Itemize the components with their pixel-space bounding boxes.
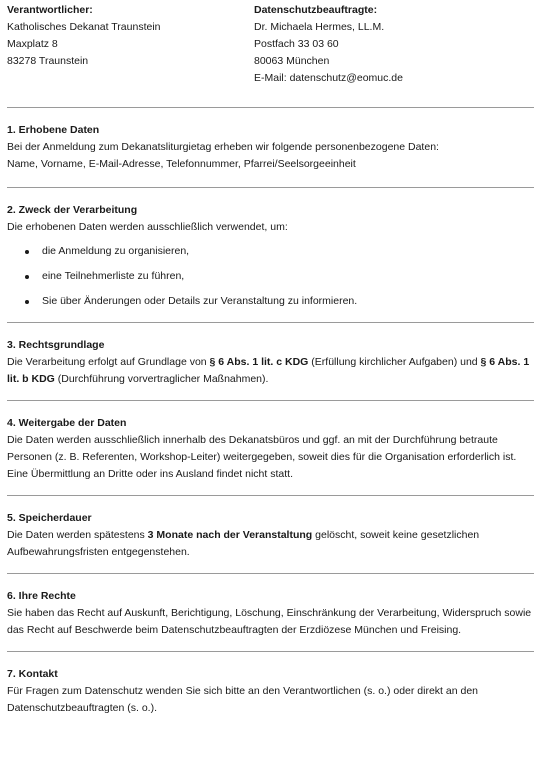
section-text	[7, 354, 534, 388]
section-text: Sie haben das Recht auf Auskunft, Berichtigung, Löschung, Einschränkung der Verarbeitung, Widerspruch sowie das Recht auf Beschwerde beim Datenschutzbeauftragten der Erzdiözese München und Freising.	[7, 607, 532, 636]
section-text: Name, Vorname, E-Mail-Adresse, Telefonnummer, Pfarrei/Seelsorgeeinheit	[7, 158, 356, 170]
list-item	[7, 293, 534, 310]
dpo-email: E-Mail: datenschutz@eomuc.de	[254, 72, 403, 84]
section-heading: 7. Kontakt	[7, 668, 58, 680]
dpo-title: Datenschutzbeauftragte:	[254, 4, 378, 16]
section-legal-basis	[7, 323, 534, 388]
section-purpose	[7, 188, 534, 310]
dpo-postbox: Postfach 33 03 60	[254, 38, 339, 50]
bold-text: § 6 Abs. 1 lit. b KDG	[7, 356, 530, 385]
section-heading: 5. Speicherdauer	[7, 512, 92, 524]
list-item-text: Sie über Änderungen oder Details zur Veranstaltung zu informieren.	[42, 295, 358, 307]
bullet-icon	[25, 275, 29, 279]
section-heading: 6. Ihre Rechte	[7, 590, 76, 602]
responsible-title: Verantwortlicher:	[7, 4, 93, 16]
responsible-name: Katholisches Dekanat Traunstein	[7, 21, 161, 33]
header-contacts	[7, 0, 534, 92]
section-disclosure	[7, 401, 534, 483]
section-text: Für Fragen zum Datenschutz wenden Sie sich bitte an den Verantwortlichen (s. o.) oder direkt an den Datenschutzbeauftragten (s. o.).	[7, 685, 479, 714]
dpo-city: 80063 München	[254, 55, 330, 67]
section-text: Die erhobenen Daten werden ausschließlich verwendet, um:	[7, 221, 288, 233]
bold-text: § 6 Abs. 1 lit. c KDG	[209, 356, 309, 368]
section-text	[7, 527, 534, 561]
section-heading: 4. Weitergabe der Daten	[7, 417, 127, 429]
text-run: (Erfüllung kirchlicher Aufgaben) und	[308, 356, 481, 368]
dpo-name: Dr. Michaela Hermes, LL.M.	[254, 21, 385, 33]
purpose-list	[7, 243, 534, 310]
section-text: Bei der Anmeldung zum Dekanatsliturgietag erheben wir folgende personenbezogene Daten:	[7, 141, 439, 153]
section-collected-data	[7, 108, 534, 173]
bullet-icon	[25, 300, 29, 304]
text-run: Die Daten werden spätestens	[7, 529, 148, 541]
bold-text: 3 Monate nach der Veranstaltung	[147, 529, 313, 541]
dpo-block	[254, 2, 514, 92]
section-text: Die Daten werden ausschließlich innerhalb des Dekanatsbüros und ggf. an mit der Durchführung betraute Personen (z. B. Referenten, Workshop-Leiter) weitergegeben, soweit dies für die Organisation erforderlich ist. Eine Übermittlung an Dritte oder ins Ausland findet nicht statt.	[7, 434, 517, 480]
text-run: (Durchführung vorvertraglicher Maßnahmen).	[54, 373, 269, 385]
section-retention	[7, 496, 534, 561]
list-item	[7, 243, 534, 260]
text-run: gelöscht, soweit keine gesetzlichen Aufbewahrungsfristen entgegenstehen.	[7, 529, 480, 558]
list-item-text: die Anmeldung zu organisieren,	[42, 245, 190, 257]
responsible-block	[7, 2, 254, 92]
responsible-city: 83278 Traunstein	[7, 55, 89, 67]
list-item-text: eine Teilnehmerliste zu führen,	[42, 270, 185, 282]
section-heading: 2. Zweck der Verarbeitung	[7, 204, 138, 216]
section-contact	[7, 652, 534, 717]
list-item	[7, 268, 534, 285]
text-run: Die Verarbeitung erfolgt auf Grundlage von	[7, 356, 210, 368]
section-heading: 3. Rechtsgrundlage	[7, 339, 105, 351]
section-heading: 1. Erhobene Daten	[7, 124, 100, 136]
responsible-street: Maxplatz 8	[7, 38, 58, 50]
bullet-icon	[25, 250, 29, 254]
section-rights	[7, 574, 534, 639]
